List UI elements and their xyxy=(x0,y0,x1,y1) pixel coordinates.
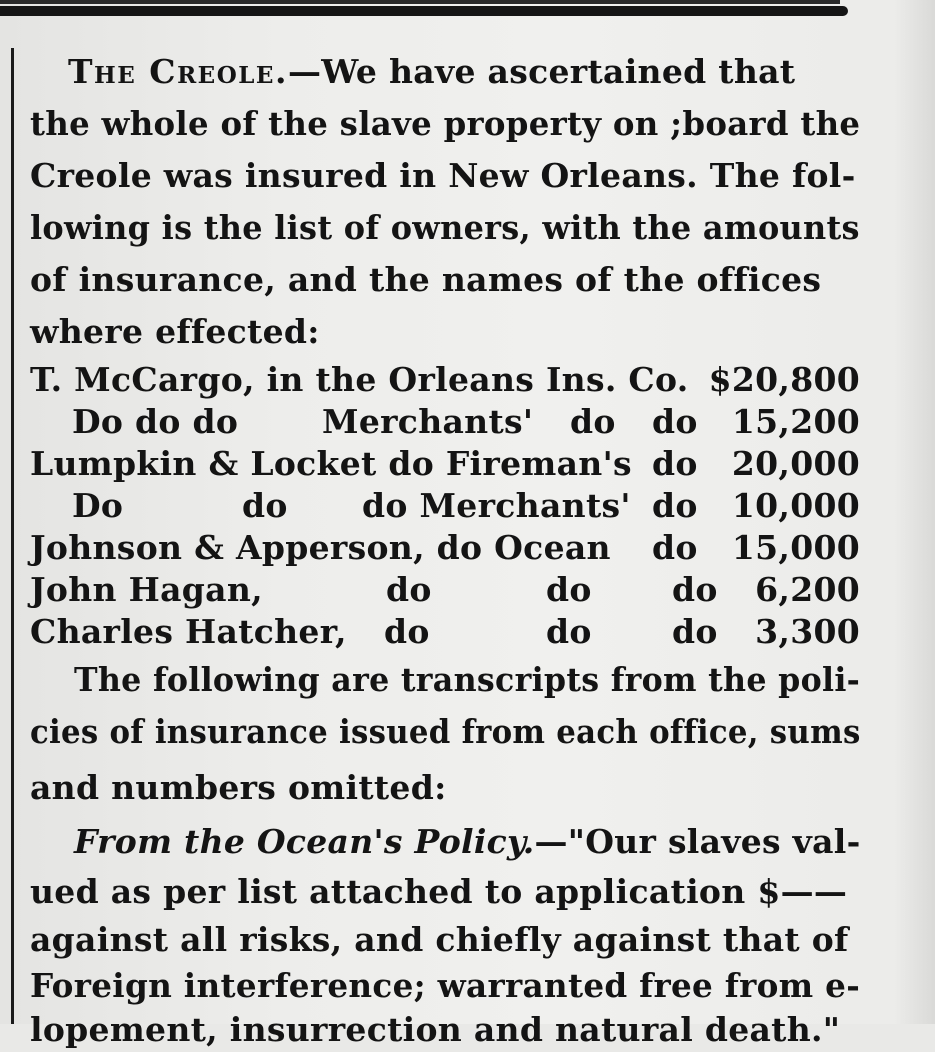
table-row xyxy=(30,612,860,652)
amount-cell: 20,000 xyxy=(731,444,860,483)
intro-line-4: of insurance, and the names of the offices xyxy=(30,260,822,299)
ditto-cell: do xyxy=(570,402,616,441)
owner-cell: John Hagan, xyxy=(30,570,263,609)
intro-line-1: the whole of the slave property on ;board the xyxy=(30,104,861,143)
article-first-line xyxy=(68,50,795,94)
following-line-1: cies of insurance issued from each office, sums xyxy=(30,712,861,751)
ditto-cell: do xyxy=(652,444,698,483)
amount-cell: 15,000 xyxy=(731,528,860,567)
owner-cell: T. McCargo, in the Orleans Ins. Co. xyxy=(30,360,689,399)
policy-line-4: lopement, insurrection and natural death." xyxy=(30,1010,841,1049)
ditto-cell: do xyxy=(546,612,592,651)
owner-cell: Lumpkin & Locket do Fireman's xyxy=(30,444,632,483)
table-row xyxy=(30,486,860,526)
amount-cell: 3,300 xyxy=(755,612,860,651)
policy-heading: From the Ocean's Policy. xyxy=(74,822,535,861)
table-row xyxy=(30,444,860,484)
page-edge-shade xyxy=(895,0,935,1024)
table-row xyxy=(30,402,860,442)
owner-cell: Johnson & Apperson, do Ocean xyxy=(30,528,611,567)
ditto-cell: do xyxy=(242,486,288,525)
amount-cell: 15,200 xyxy=(731,402,860,441)
policy-line-3: Foreign interference; warranted free from e- xyxy=(30,966,861,1005)
policy-first-line xyxy=(74,820,861,864)
policy-line-0: —"Our slaves val- xyxy=(534,822,861,861)
article-title: The Creole. xyxy=(68,52,288,91)
following-line-0: The following are transcripts from the poli- xyxy=(74,660,861,699)
ditto-cell: do xyxy=(386,570,432,609)
ditto-cell: do xyxy=(652,402,698,441)
intro-line-2: Creole was insured in New Orleans. The fol- xyxy=(30,156,856,195)
owner-cell: Do do do xyxy=(72,402,239,441)
ditto-cell: do xyxy=(652,486,698,525)
owner-cell: Charles Hatcher, xyxy=(30,612,347,651)
ditto-cell: do xyxy=(384,612,430,651)
amount-cell: 10,000 xyxy=(731,486,860,525)
left-column-rule xyxy=(11,48,14,1024)
top-column-rule-thin xyxy=(0,0,840,4)
table-row xyxy=(30,570,860,610)
policy-line-2: against all risks, and chiefly against that of xyxy=(30,920,849,959)
office-cell: Merchants' xyxy=(322,402,534,441)
office-cell: do Merchants' xyxy=(362,486,631,525)
owner-cell: Do xyxy=(72,486,124,525)
intro-line-5: where effected: xyxy=(30,312,320,351)
intro-line-3: lowing is the list of owners, with the amounts xyxy=(30,208,860,247)
amount-cell: $20,800 xyxy=(708,360,860,399)
top-column-rule xyxy=(0,6,848,16)
amount-cell: 6,200 xyxy=(755,570,860,609)
intro-line-0: —We have ascertained that xyxy=(287,52,796,91)
policy-line-1: ued as per list attached to application $—— xyxy=(30,872,848,911)
ditto-cell: do xyxy=(652,528,698,567)
ditto-cell: do xyxy=(672,612,718,651)
following-line-2: and numbers omitted: xyxy=(30,768,447,807)
table-row xyxy=(30,360,860,400)
table-row xyxy=(30,528,860,568)
ditto-cell: do xyxy=(546,570,592,609)
ditto-cell: do xyxy=(672,570,718,609)
